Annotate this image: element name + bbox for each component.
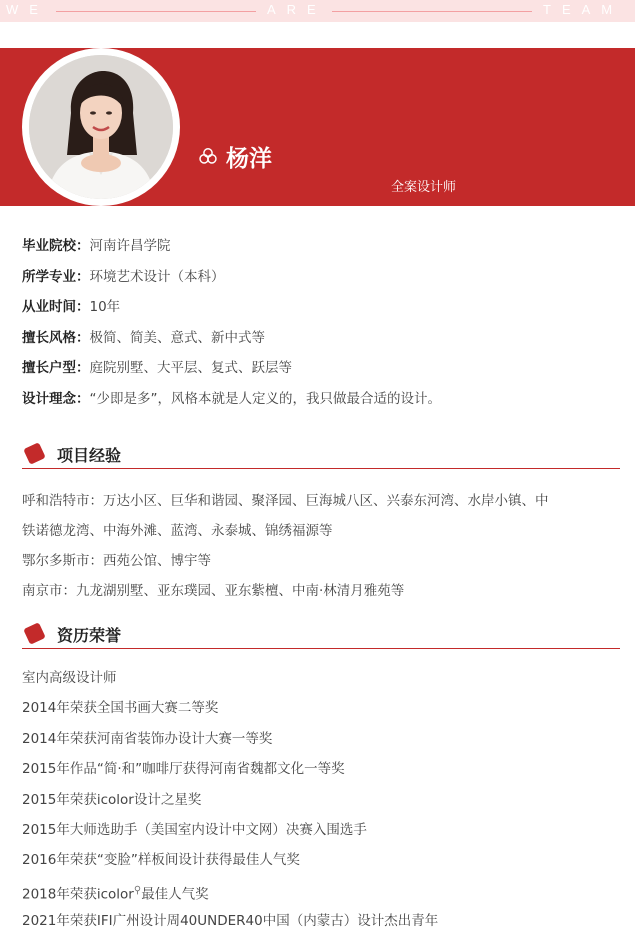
diamond-icon (23, 442, 46, 465)
banner-word-team: TEAM (543, 2, 624, 17)
section-header-projects (22, 443, 620, 469)
banner-divider (56, 11, 256, 12)
name-row (197, 140, 272, 173)
project-line: 鄂尔多斯市：西苑公馆、博宇等 (22, 553, 211, 569)
award-item: 2014年荣获河南省装饰办设计大赛一等奖 (22, 730, 273, 747)
info-row-experience (22, 297, 622, 328)
banner-word-we: WE (6, 2, 49, 17)
info-label: 擅长风格： (22, 329, 90, 346)
info-row-school (22, 236, 622, 267)
info-row-style (22, 328, 622, 359)
award-text: 2018年荣获icolor (22, 886, 134, 903)
section-title: 资历荣誉 (57, 626, 122, 645)
info-label: 从业时间： (22, 299, 90, 315)
info-label: 所学专业： (22, 268, 90, 285)
info-label: 毕业院校： (22, 238, 90, 254)
project-line: 南京市：九龙湖别墅、亚东璞园、亚东紫檀、中南·林清月雅苑等 (22, 583, 405, 599)
info-label: 擅长户型： (22, 360, 90, 376)
award-item: 室内高级设计师 (22, 670, 117, 686)
project-line: 铁诺德龙湾、中海外滩、蓝湾、永泰城、锦绣福源等 (22, 523, 333, 539)
section-header-awards (22, 623, 620, 649)
info-row-housetype (22, 358, 622, 389)
designer-role: 全案设计师 (391, 180, 457, 195)
award-item: 2015年作品“简·和”咖啡厅获得河南省魏都文化一等奖 (22, 761, 345, 778)
award-item (22, 881, 620, 911)
info-value: 10年 (89, 299, 121, 315)
avatar (29, 55, 173, 199)
award-list (22, 668, 620, 933)
info-row-major (22, 267, 622, 298)
info-value: 庭院别墅、大平层、复式、跃层等 (89, 360, 292, 376)
award-item: 2015年荣获icolor设计之星奖 (22, 791, 202, 808)
award-item: 2014年荣获全国书画大赛二等奖 (22, 700, 219, 717)
banner-divider (332, 11, 532, 12)
diamond-icon (23, 622, 46, 645)
top-banner (0, 0, 635, 22)
flower-icon (197, 146, 219, 168)
info-value: 极简、简美、意式、新中式等 (89, 329, 265, 346)
award-item: 2016年荣获“变脸”样板间设计获得最佳人气奖 (22, 852, 300, 869)
info-value: 环境艺术设计（本科） (89, 268, 225, 285)
info-label: 设计理念： (22, 390, 90, 407)
project-line: 呼和浩特市：万达小区、巨华和谐园、聚泽园、巨海城八区、兴泰东河湾、水岸小镇、中 (22, 493, 549, 509)
portrait-image (29, 55, 173, 199)
info-row-philosophy (22, 389, 622, 420)
designer-name: 杨洋 (226, 146, 272, 172)
award-text: 最佳人气奖 (141, 886, 209, 903)
info-list (22, 236, 622, 419)
section-title: 项目经验 (57, 446, 122, 465)
award-item: 2015年大师选助手（美国室内设计中文网）决赛入围选手 (22, 821, 367, 838)
info-value: 河南许昌学院 (89, 238, 171, 254)
project-list (22, 486, 620, 606)
search-icon: ⚲ (133, 884, 142, 896)
info-value: “少即是多”，风格本就是人定义的，我只做最合适的设计。 (89, 390, 441, 407)
banner-word-are: ARE (267, 2, 327, 17)
award-item: 2021年荣获IFI广州设计周40UNDER40中国（内蒙古）设计杰出青年 (22, 913, 439, 930)
